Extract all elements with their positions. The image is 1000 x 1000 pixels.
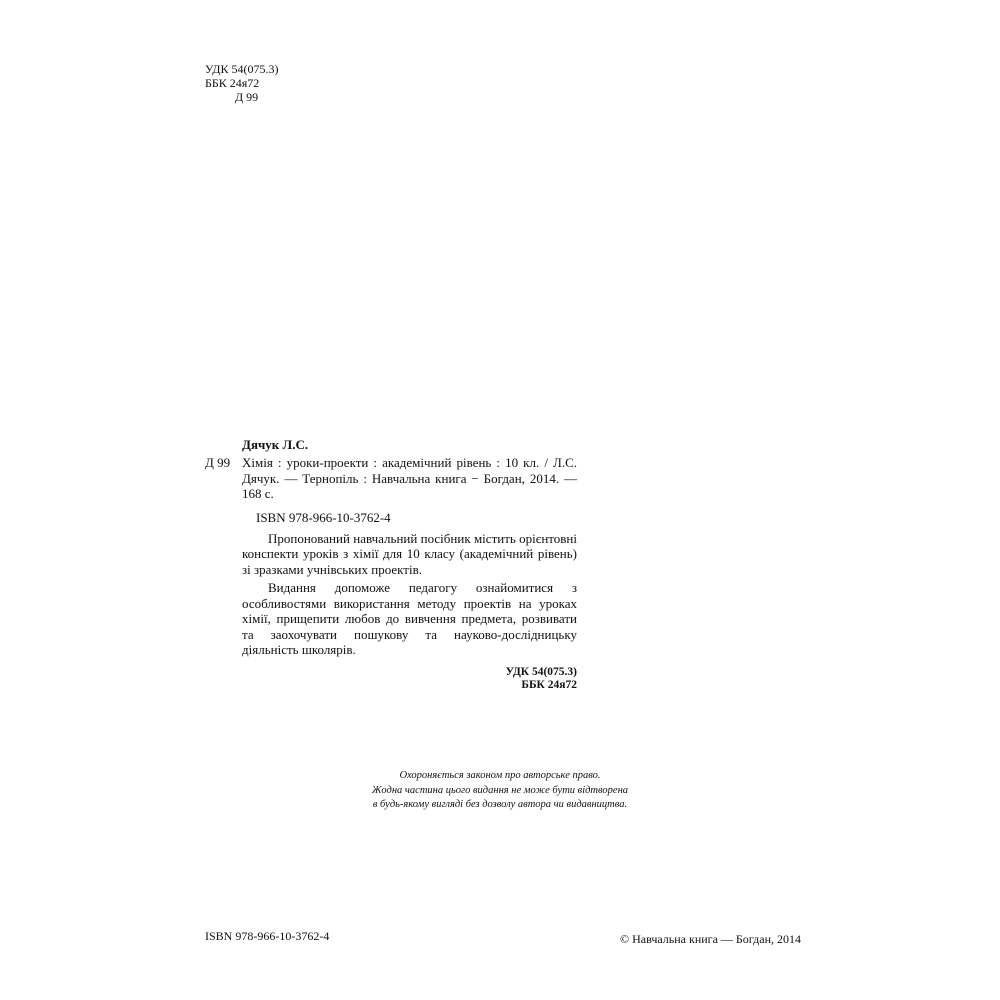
card-classification-codes <box>242 666 577 692</box>
card-bbk-code: ББК 24я72 <box>521 678 577 691</box>
card-author: Дячук Л.С. <box>242 437 309 452</box>
notice-line-1: Охороняється законом про авторське право. <box>399 770 601 781</box>
top-author-mark: Д 99 <box>235 90 259 104</box>
top-classification-codes <box>205 62 278 104</box>
annotation-paragraph-1: Пропонований навчальний посібник містить орієнтовні конспекти уроків з хімії для 10 класу (академічний рівень) зі зразками учнівських проектів. <box>242 530 577 577</box>
card-udk-code: УДК 54(075.3) <box>505 665 577 678</box>
notice-line-2: Жодна частина цього видання не може бути відтворена <box>371 784 629 796</box>
catalog-card <box>242 437 577 692</box>
top-bbk-code: ББК 24я72 <box>205 76 260 90</box>
top-udk-code: УДК 54(075.3) <box>205 62 279 76</box>
notice-line-3: в будь-якому вигляді без дозволу автора чи видавництва. <box>372 799 628 810</box>
card-isbn: ISBN 978-966-10-3762-4 <box>256 509 391 525</box>
annotation-paragraph-2: Видання допоможе педагогу ознайомитися з особливостями використання методу проектів на уроках хімії, прищепити любов до вивчення предмета, розвивати та заохочувати пошукову та науково-дослідницьку діяльність школярів. <box>242 580 577 657</box>
bibliographic-description: Хімія : уроки-проекти : академічний рівень : 10 кл. / Л.С. Дячук. — Тернопіль : Навчальна книга − Богдан, 2014. — 168 с. <box>242 455 577 501</box>
footer-isbn: ISBN 978-966-10-3762-4 <box>205 929 330 943</box>
copyright-notice <box>330 769 670 813</box>
footer-copyright: © Навчальна книга — Богдан, 2014 <box>620 932 801 946</box>
card-author-mark: Д 99 <box>205 455 231 470</box>
